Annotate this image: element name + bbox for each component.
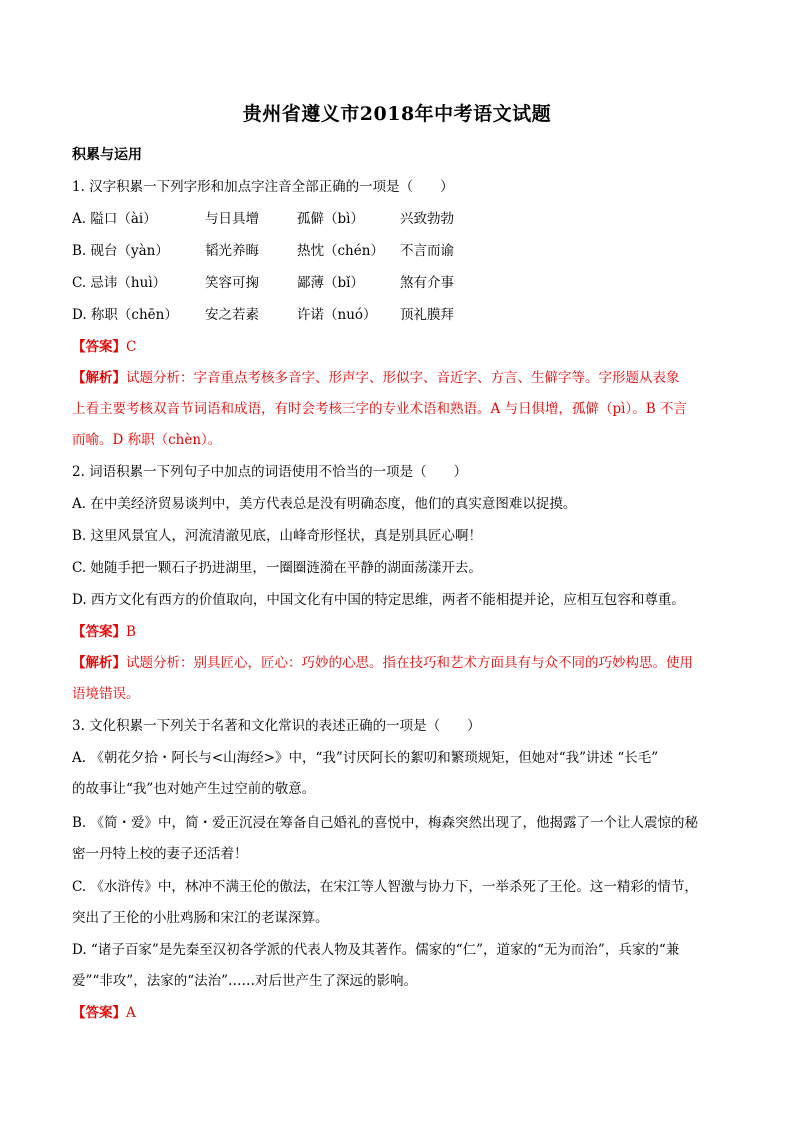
question-1-analysis-line: 上看主要考核双音节词语和成语，有时会考核三字的专业术语和熟语。A 与日俱增，孤僻（pì）。B 不言 — [72, 401, 687, 417]
answer-value: B — [126, 624, 136, 640]
answer-value: A — [126, 1005, 136, 1021]
q1-option-a-word2: 与日具增 — [205, 211, 259, 227]
q1-option-c-word1: C. 忌讳（huì） — [72, 275, 167, 291]
answer-label: 【答案】 — [72, 1005, 126, 1021]
q1-option-d-word4: 顶礼膜拜 — [400, 307, 454, 323]
q2-option-d: D. 西方文化有西方的价值取向，中国文化有中国的特定思维，两者不能相提并论，应相互包容和尊重。 — [72, 592, 685, 608]
question-1-answer — [72, 337, 136, 357]
q1-option-d-word3: 许诺（nuó） — [297, 307, 377, 323]
q3-option-c-line: 突出了王伦的小肚鸡肠和宋江的老谋深算。 — [72, 910, 329, 926]
q1-option-b-word1: B. 砚台（yàn） — [72, 243, 169, 259]
q3-option-c-line: C. 《水浒传》中，林冲不满王伦的傲法，在宋江等人智激与协力下，一举杀死了王伦。这一精彩的情节， — [72, 879, 698, 895]
question-3-answer — [72, 1003, 136, 1023]
q1-option-c-word4: 煞有介事 — [400, 275, 454, 291]
q3-option-b-line: B. 《简・爱》中，简・爱正沉浸在筹备自己婚礼的喜悦中，梅森突然出现了，他揭露了一个让人震惊的秘 — [72, 815, 699, 831]
question-2-analysis-line — [72, 653, 693, 673]
q1-option-d-word2: 安之若素 — [205, 307, 259, 323]
analysis-text: 试题分析：字音重点考核多音字、形声字、形似字、音近字、方言、生僻字等。字形题从表象 — [126, 370, 680, 386]
question-1-analysis-line: 而喻。D 称职（chèn）。 — [72, 432, 222, 448]
analysis-label: 【解析】 — [72, 655, 126, 671]
answer-label: 【答案】 — [72, 339, 126, 355]
question-2-analysis-line: 语境错误。 — [72, 686, 140, 702]
q3-option-a-line: 的故事让“我”也对她产生过空前的敬意。 — [72, 781, 316, 797]
q1-option-d-word1: D. 称职（chēn） — [72, 307, 178, 323]
q1-option-a-word3: 孤僻（bì） — [297, 211, 364, 227]
q1-option-a-word1: A. 隘口（ài） — [72, 211, 157, 227]
question-2-stem: 2. 词语积累一下列句子中加点的词语使用不恰当的一项是（ ） — [72, 464, 468, 480]
q3-option-a-line: A. 《朝花夕拾・阿长与<山海经>》中，“我”讨厌阿长的絮叨和繁琐规矩，但她对“我”讲述 “长毛” — [72, 750, 659, 766]
q1-option-b-word4: 不言而谕 — [400, 243, 454, 259]
section-heading: 积累与运用 — [72, 147, 142, 163]
answer-value: C — [126, 339, 137, 355]
question-2-answer — [72, 622, 136, 642]
question-3-stem: 3. 文化积累一下列关于名著和文化常识的表述正确的一项是（ ） — [72, 718, 481, 734]
q3-option-d-line: D. “诸子百家”是先秦至汉初各学派的代表人物及其著作。儒家的“仁”，道家的“无为而治”，兵家的“兼 — [72, 942, 680, 958]
document-title: 贵州省遵义市2018年中考语文试题 — [242, 103, 552, 125]
q1-option-c-word3: 鄙薄（bǐ） — [297, 275, 364, 291]
analysis-text: 试题分析：别具匠心，匠心：巧妙的心思。指在技巧和艺术方面具有与众不同的巧妙构思。使用 — [126, 655, 693, 671]
q3-option-b-line: 密一丹特上校的妻子还活着！ — [72, 846, 248, 862]
q1-option-b-word3: 热忱（chén） — [297, 243, 384, 259]
q2-option-c: C. 她随手把一颗石子扔进湖里，一圈圈涟漪在平静的湖面荡漾开去。 — [72, 560, 482, 576]
answer-label: 【答案】 — [72, 624, 126, 640]
q2-option-b: B. 这里风景宜人，河流清澈见底，山峰奇形怪状，真是别具匠心啊！ — [72, 528, 483, 544]
q1-option-c-word2: 笑容可掬 — [205, 275, 259, 291]
analysis-label: 【解析】 — [72, 370, 126, 386]
q1-option-b-word2: 韬光养晦 — [205, 243, 259, 259]
question-1-analysis-line — [72, 368, 680, 388]
q2-option-a: A. 在中美经济贸易谈判中，美方代表总是没有明确态度，他们的真实意图难以捉摸。 — [72, 496, 577, 512]
question-1-stem: 1. 汉字积累一下列字形和加点字注音全部正确的一项是（ ） — [72, 179, 454, 195]
q3-option-d-line: 爱”“非攻”，法家的“法治”……对后世产生了深远的影响。 — [72, 973, 418, 989]
q1-option-a-word4: 兴致勃勃 — [400, 211, 454, 227]
